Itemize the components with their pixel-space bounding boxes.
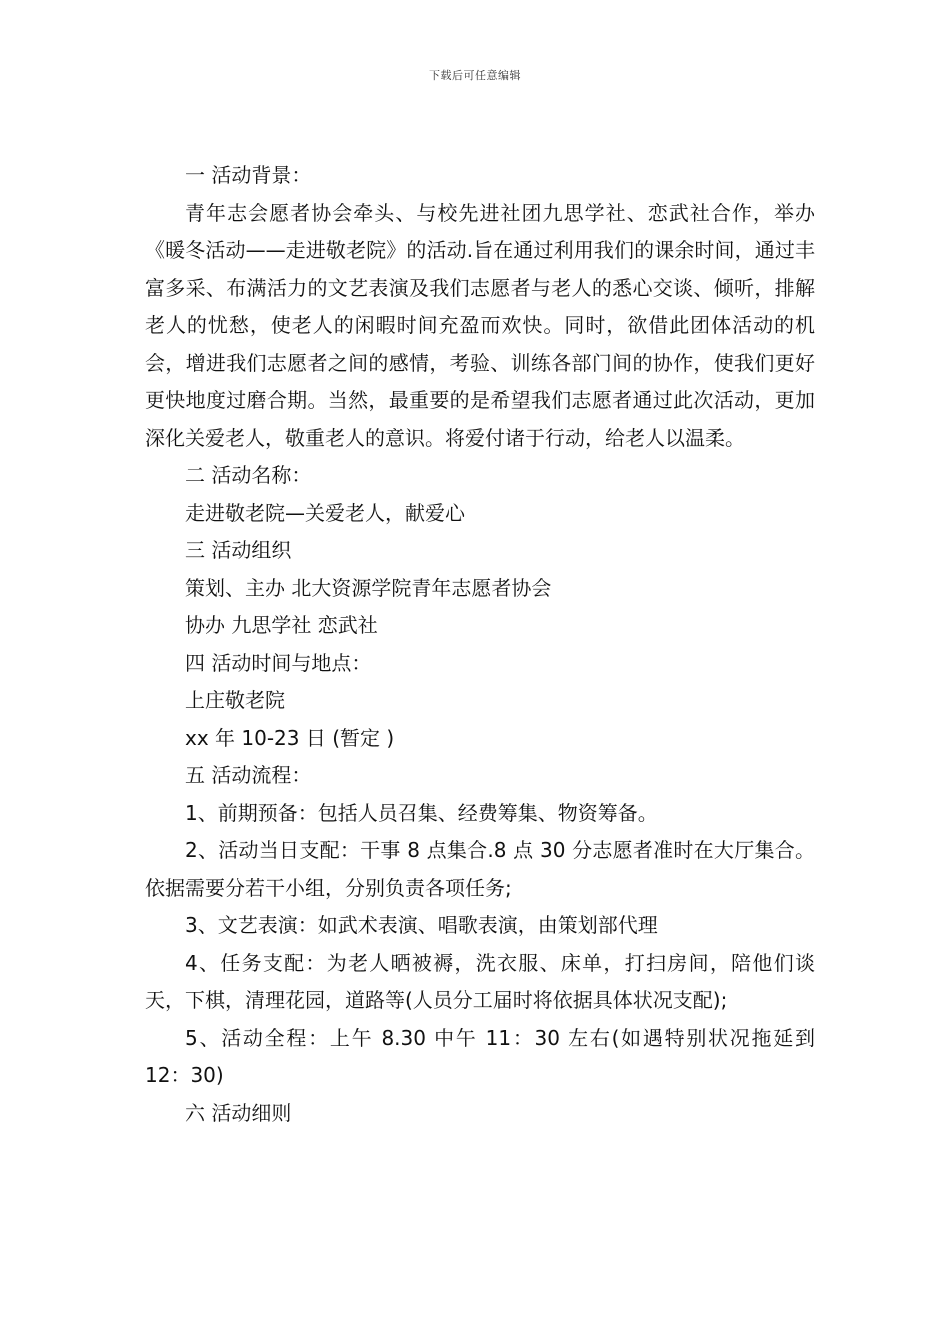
background-paragraph: 青年志会愿者协会牵头、与校先进社团九思学社、恋武社合作，举办《暖冬活动——走进敬老院》的活动.旨在通过利用我们的课余时间，通过丰富多采、布满活力的文艺表演及我们志愿者与老人的悉心交谈、倾听，排解老人的忧愁，使老人的闲暇时间充盈而欢快。同时，欲借此团体活动的机会，增进我们志愿者之间的感情，考验、训练各部门间的协作，使我们更好更快地度过磨合期。当然，最重要的是希望我们志愿者通过此次活动，更加深化关爱老人，敬重老人的意识。将爱付诸于行动，给老人以温柔。 — [145, 200, 815, 450]
header-note: 下载后可任意编辑 — [429, 69, 521, 82]
activity-date: xx 年 10-23 日 (暂定 ) — [185, 725, 395, 750]
co-organizer-line: 协办 九思学社 恋武社 — [185, 613, 378, 637]
activity-name: 走进敬老院—关爱老人，献爱心 — [185, 500, 465, 525]
section-heading-background: 一 活动背景： — [185, 163, 312, 187]
section-heading-organization: 三 活动组织 — [185, 538, 292, 562]
activity-place: 上庄敬老院 — [185, 688, 285, 712]
process-step-5: 5、活动全程：上午 8.30 中午 11：30 左右(如遇特别状况拖延到 12：30) — [145, 1025, 815, 1087]
process-step-3: 3、文艺表演：如武术表演、唱歌表演，由策划部代理 — [185, 913, 658, 937]
process-step-1: 1、前期预备：包括人员召集、经费筹集、物资筹备。 — [185, 800, 658, 825]
section-heading-details: 六 活动细则 — [185, 1100, 292, 1125]
document-body — [145, 157, 815, 1132]
process-step-2: 2、活动当日支配：干事 8 点集合.8 点 30 分志愿者准时在大厅集合。依据需要分若干小组，分别负责各项任务; — [145, 838, 815, 900]
section-heading-name: 二 活动名称： — [185, 463, 312, 487]
section-heading-time-place: 四 活动时间与地点： — [185, 650, 372, 675]
section-heading-process: 五 活动流程： — [185, 763, 312, 787]
organizer-line: 策划、主办 北大资源学院青年志愿者协会 — [185, 575, 552, 600]
process-step-4: 4、任务支配：为老人晒被褥，洗衣服、床单，打扫房间，陪他们谈天，下棋，清理花园，道路等(人员分工届时将依据具体状况支配); — [145, 950, 815, 1012]
